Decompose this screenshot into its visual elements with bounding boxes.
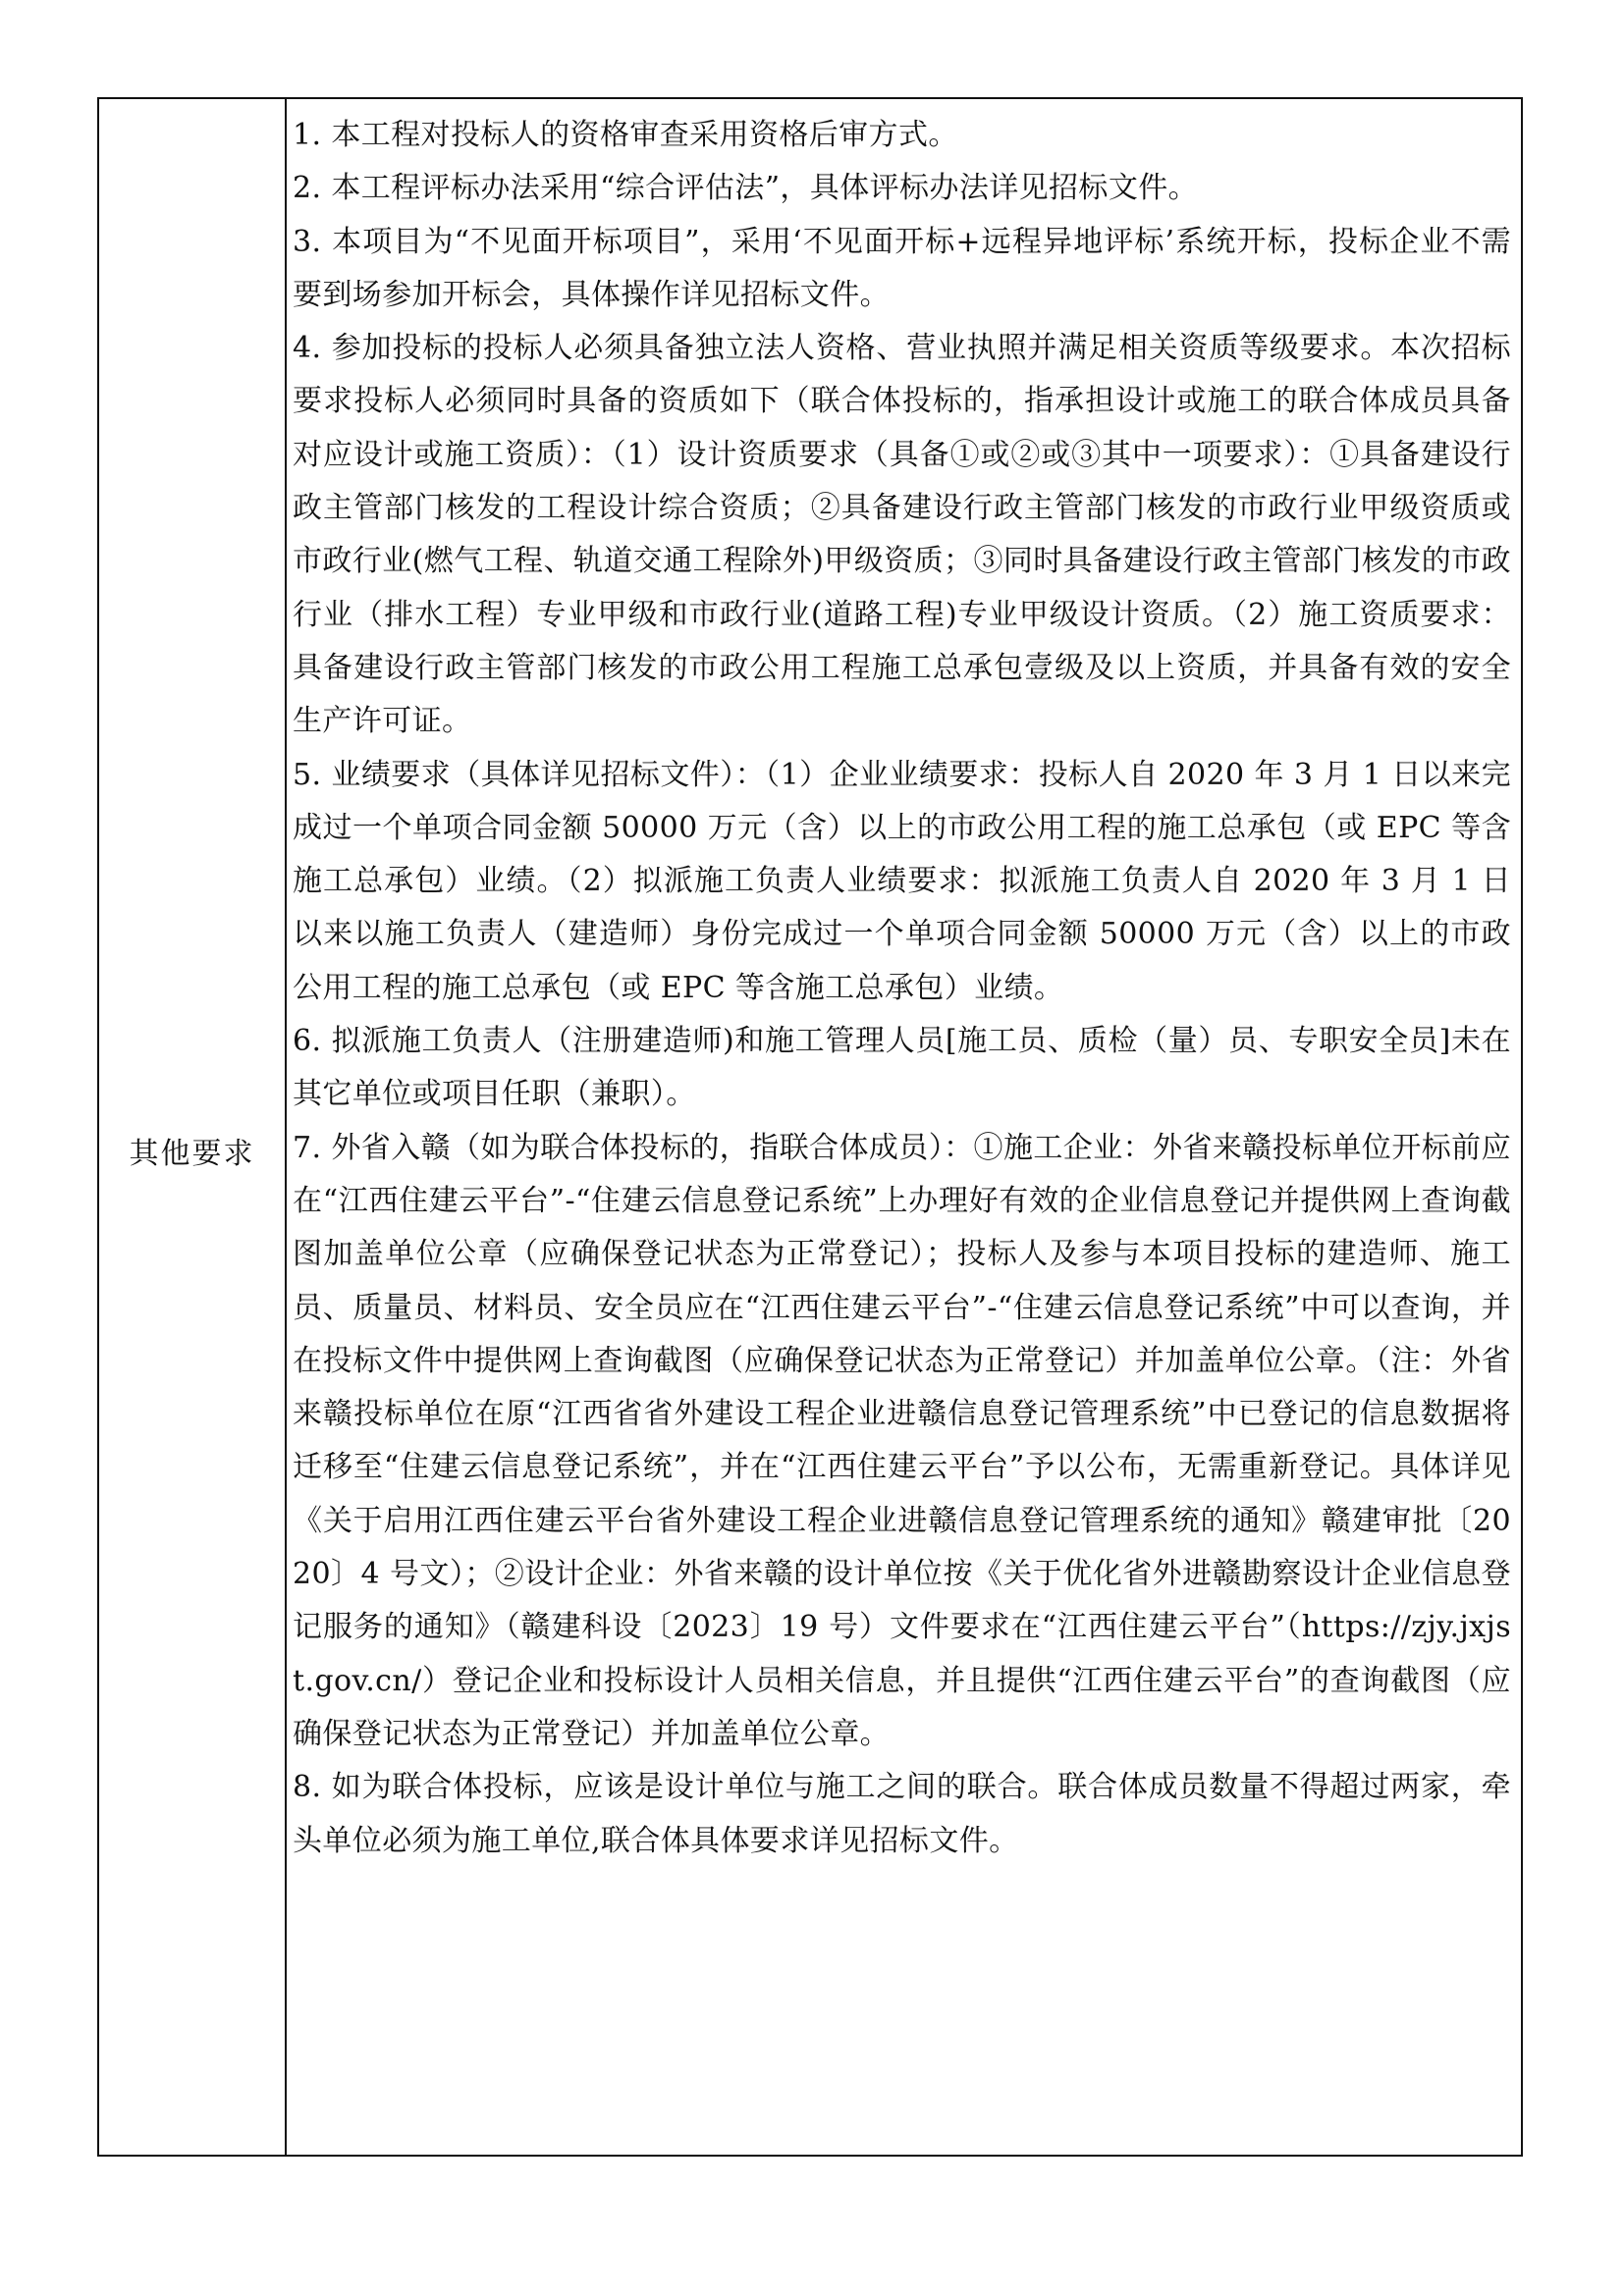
requirement-item-5: 5. 业绩要求（具体详见招标文件）：（1）企业业绩要求：投标人自 2020 年 3 月 1 日以来完成过一个单项合同金额 50000 万元（含）以上的市政公用工程的施工总承包（或 EPC 等含施工总承包）业绩。（2）拟派施工负责人业绩要求：拟派施工负责人自 2020 年 3 月 1 日以来以施工负责人（建造师）身份完成过一个单项合同金额 50000 万元（含）以上的市政公用工程的施工总承包（或 EPC 等含施工总承包）业绩。 bbox=[293, 757, 1511, 1005]
requirement-item-3: 3. 本项目为“不见面开标项目”，采用‘不见面开标+远程异地评标’系统开标，投标企业不需要到场参加开标会，具体操作详见招标文件。 bbox=[293, 224, 1511, 312]
row-label: 其他要求 bbox=[129, 1137, 255, 1171]
label-cell bbox=[99, 99, 287, 2155]
requirements-table bbox=[97, 97, 1523, 2157]
requirement-item-4: 4. 参加投标的投标人必须具备独立法人资格、营业执照并满足相关资质等级要求。本次招标要求投标人必须同时具备的资质如下（联合体投标的，指承担设计或施工的联合体成员具备对应设计或施工资质）：（1）设计资质要求（具备①或②或③其中一项要求）：①具备建设行政主管部门核发的工程设计综合资质；②具备建设行政主管部门核发的市政行业甲级资质或市政行业(燃气工程、轨道交通工程除外)甲级资质；③同时具备建设行政主管部门核发的市政行业（排水工程）专业甲级和市政行业(道路工程)专业甲级设计资质。（2）施工资质要求：具备建设行政主管部门核发的市政公用工程施工总承包壹级及以上资质，并具备有效的安全生产许可证。 bbox=[293, 331, 1511, 739]
requirement-item-7: 7. 外省入赣（如为联合体投标的，指联合体成员）：①施工企业：外省来赣投标单位开标前应在“江西住建云平台”-“住建云信息登记系统”上办理好有效的企业信息登记并提供网上查询截图加盖单位公章（应确保登记状态为正常登记）；投标人及参与本项目投标的建造师、施工员、质量员、材料员、安全员应在“江西住建云平台”-“住建云信息登记系统”中可以查询，并在投标文件中提供网上查询截图（应确保登记状态为正常登记）并加盖单位公章。（注：外省来赣投标单位在原“江西省省外建设工程企业进赣信息登记管理系统”中已登记的信息数据将迁移至“住建云信息登记系统”，并在“江西住建云平台”予以公布，无需重新登记。具体详见《关于启用江西住建云平台省外建设工程企业进赣信息登记管理系统的通知》赣建审批〔2020〕4 号文）；②设计企业：外省来赣的设计单位按《关于优化省外进赣勘察设计企业信息登记服务的通知》（赣建科设〔2023〕19 号）文件要求在“江西住建云平台”（https://zjy.jxjst.gov.cn/）登记企业和投标设计人员相关信息，并且提供“江西住建云平台”的查询截图（应确保登记状态为正常登记）并加盖单位公章。 bbox=[293, 1130, 1511, 1751]
requirement-item-2: 2. 本工程评标办法采用“综合评估法”，具体评标办法详见招标文件。 bbox=[293, 171, 1199, 206]
requirement-item-8: 8. 如为联合体投标，应该是设计单位与施工之间的联合。联合体成员数量不得超过两家，牵头单位必须为施工单位,联合体具体要求详见招标文件。 bbox=[293, 1770, 1511, 1858]
content-cell bbox=[287, 99, 1521, 2155]
requirement-item-6: 6. 拟派施工负责人（注册建造师)和施工管理人员[施工员、质检（量）员、专职安全员]未在其它单位或项目任职（兼职）。 bbox=[293, 1024, 1511, 1112]
requirement-item-1: 1. 本工程对投标人的资格审查采用资格后审方式。 bbox=[293, 118, 958, 152]
